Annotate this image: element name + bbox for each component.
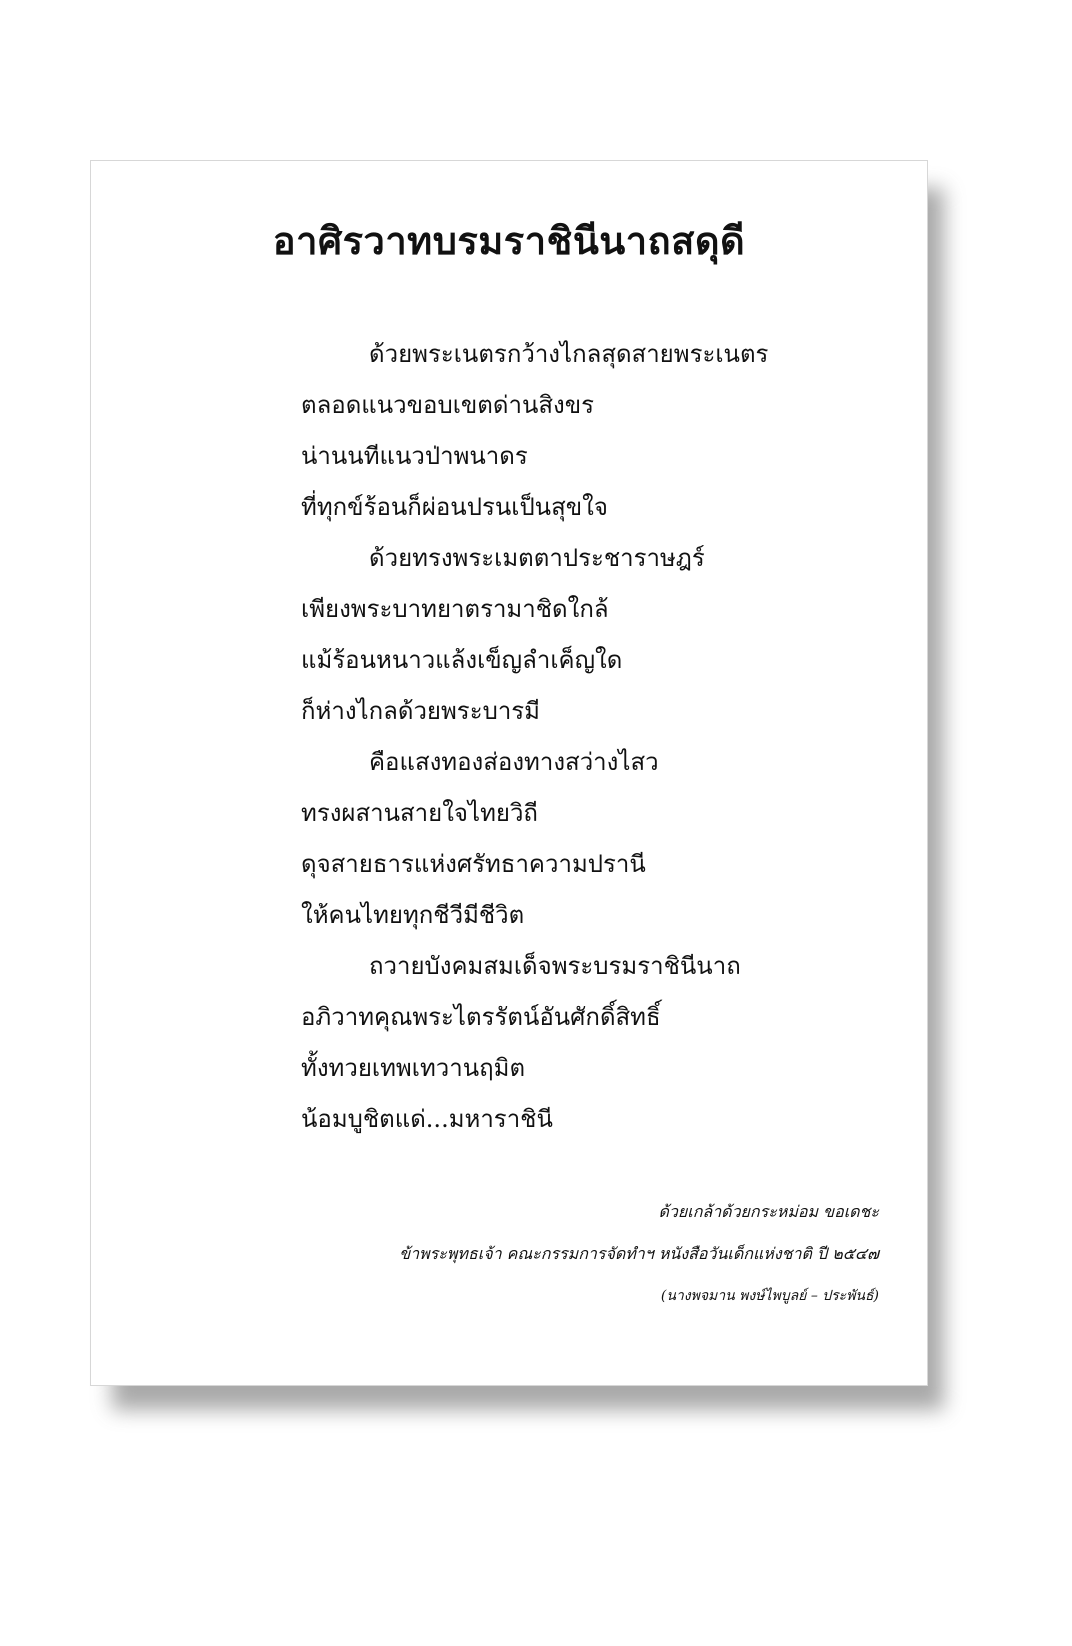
poem-line: ดุจสายธารแห่งศรัทธาความปรานี bbox=[301, 850, 646, 878]
poem-line: ด้วยทรงพระเมตตาประชาราษฎร์ bbox=[369, 544, 705, 572]
poem-line: คือแสงทองส่องทางสว่างไสว bbox=[369, 748, 659, 776]
credit-blessing: ด้วยเกล้าด้วยกระหม่อม ขอเดชะ bbox=[658, 1202, 879, 1221]
poem-stanzas bbox=[301, 329, 861, 1145]
poem-line: น้อมบูชิตแด่...มหาราชินี bbox=[301, 1105, 553, 1133]
poem-card bbox=[90, 160, 928, 1386]
poem-line: ก็ห่างไกลด้วยพระบารมี bbox=[301, 697, 541, 725]
credits bbox=[179, 1191, 879, 1317]
poem-line: ให้คนไทยทุกชีวีมีชีวิต bbox=[301, 901, 525, 929]
poem-line: ที่ทุกข์ร้อนก็ผ่อนปรนเป็นสุขใจ bbox=[301, 493, 608, 521]
poem-line: ทั้งทวยเทพเทวานฤมิต bbox=[301, 1054, 526, 1082]
poem-line: เพียงพระบาทยาตรามาชิดใกล้ bbox=[301, 595, 609, 623]
credit-committee: ข้าพระพุทธเจ้า คณะกรรมการจัดทำฯ หนังสือวันเด็กแห่งชาติ ปี ๒๕๔๗ bbox=[399, 1244, 879, 1263]
poem-line: ถวายบังคมสมเด็จพระบรมราชินีนาถ bbox=[369, 952, 741, 980]
poem-line: ตลอดแนวขอบเขตด่านสิงขร bbox=[301, 391, 595, 419]
poem-line: ด้วยพระเนตรกว้างไกลสุดสายพระเนตร bbox=[369, 340, 769, 368]
page-title: อาศิรวาทบรมราชินีนาถสดุดี bbox=[272, 219, 746, 263]
poem-line: ทรงผสานสายใจไทยวิถี bbox=[301, 799, 538, 827]
poem-line: อภิวาทคุณพระไตรรัตน์อันศักดิ์สิทธิ์ bbox=[301, 1003, 661, 1031]
poem-line: น่านนทีแนวป่าพนาดร bbox=[301, 442, 528, 470]
credit-author: (นางพจมาน พงษ์ไพบูลย์ – ประพันธ์) bbox=[660, 1288, 879, 1304]
poem-line: แม้ร้อนหนาวแล้งเข็ญลำเค็ญใด bbox=[301, 646, 623, 674]
